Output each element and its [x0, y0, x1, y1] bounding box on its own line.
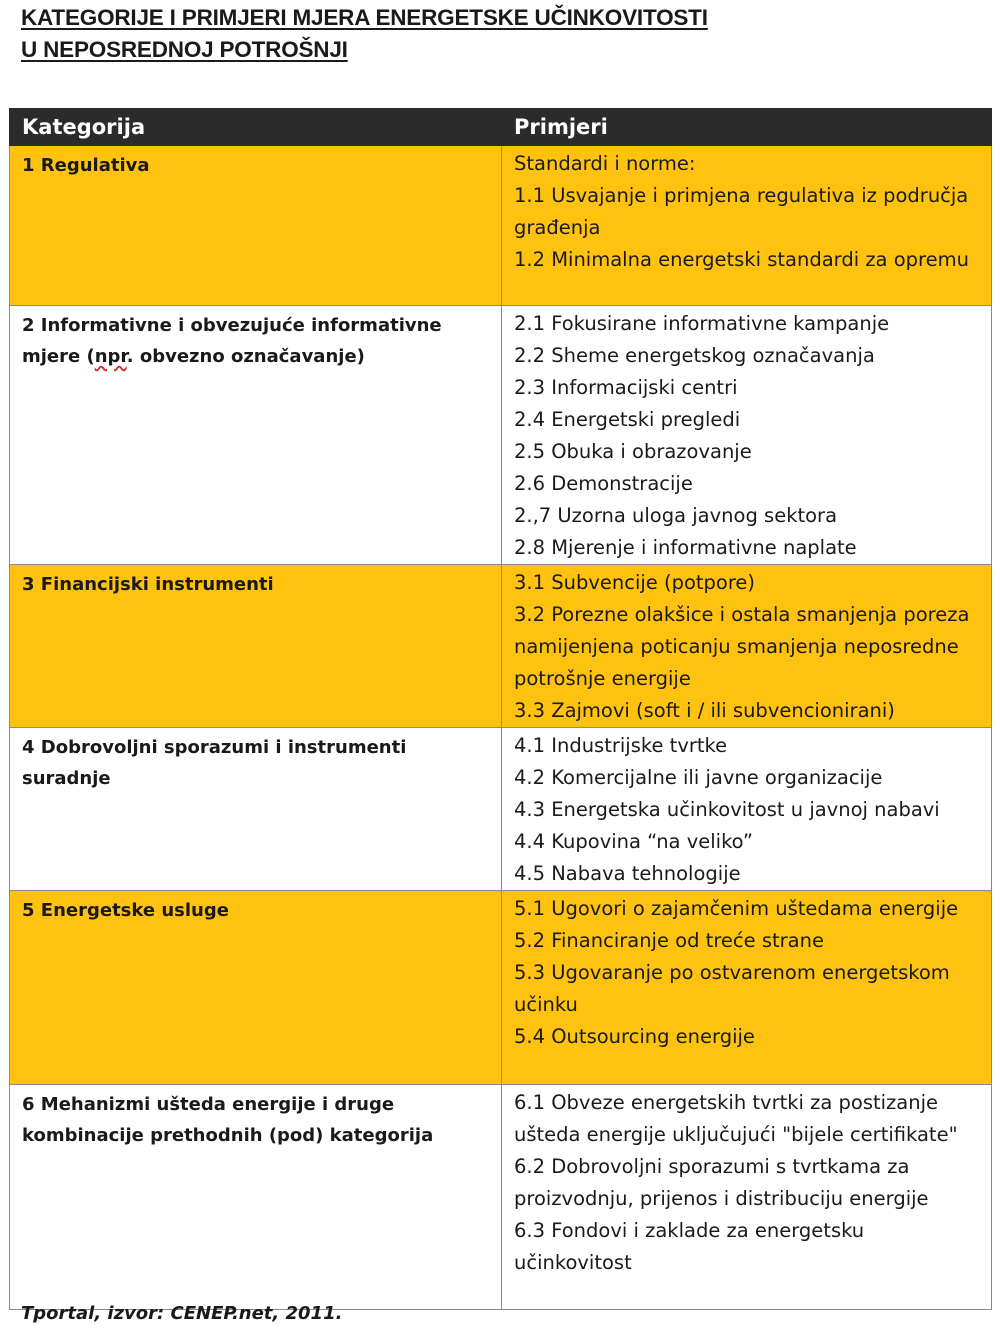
header-kategorija: Kategorija	[10, 109, 502, 146]
category-cell	[10, 306, 502, 565]
header-primjeri: Primjeri	[502, 109, 992, 146]
title-line-2: U NEPOSREDNOJ POTROŠNJI	[21, 37, 348, 62]
title-line-1: KATEGORIJE I PRIMJERI MJERA ENERGETSKE UČINKOVITOSTI	[21, 5, 708, 30]
table-row	[10, 1085, 992, 1310]
example-item: 4.2 Komercijalne ili javne organizacije	[514, 766, 883, 789]
category-cell: 5 Energetske usluge	[10, 891, 502, 1085]
example-item: 5.4 Outsourcing energije	[514, 1025, 755, 1048]
table-row	[10, 565, 992, 728]
example-item: 2.5 Obuka i obrazovanje	[514, 440, 752, 463]
example-item: 6.3 Fondovi i zaklade za energetsku učinkovitost	[514, 1219, 865, 1274]
category-cell: 6 Mehanizmi ušteda energije i druge kombinacije prethodnih (pod) kategorija	[10, 1085, 502, 1310]
example-item: 4.5 Nabava tehnologije	[514, 862, 741, 885]
table-row	[10, 891, 992, 1085]
example-item: 2.,7 Uzorna uloga javnog sektora	[514, 504, 838, 527]
example-item: 2.3 Informacijski centri	[514, 376, 738, 399]
category-cell: 1 Regulativa	[10, 146, 502, 306]
category-cell: 3 Financijski instrumenti	[10, 565, 502, 728]
example-item: 5.2 Financiranje od treće strane	[514, 929, 824, 952]
example-item: 2.8 Mjerenje i informativne naplate	[514, 536, 857, 559]
examples-cell	[502, 146, 992, 306]
examples-cell	[502, 728, 992, 891]
example-item: 3.2 Porezne olakšice i ostala smanjenja poreza namijenjena poticanju smanjenja neposredne potrošnje energije	[514, 603, 970, 690]
example-item: 4.1 Industrijske tvrtke	[514, 734, 728, 757]
example-item: 1.1 Usvajanje i primjena regulativa iz područja građenja	[514, 184, 969, 239]
example-item: Standardi i norme:	[514, 152, 696, 175]
example-item: 3.3 Zajmovi (soft i / ili subvencionirani)	[514, 699, 895, 722]
source-caption: Tportal, izvor: CENEP.net, 2011.	[21, 1303, 343, 1324]
category-text-part: 2 Informativne i obvezujuće informativne mjere (	[22, 315, 442, 367]
examples-cell	[502, 306, 992, 565]
example-item: 2.2 Sheme energetskog označavanja	[514, 344, 875, 367]
category-text-part: . obvezno označavanje)	[126, 346, 365, 367]
table-header-row	[10, 109, 992, 146]
page-title	[21, 2, 981, 66]
table-row	[10, 146, 992, 306]
example-item: 2.4 Energetski pregledi	[514, 408, 741, 431]
example-item: 5.3 Ugovaranje po ostvarenom energetskom učinku	[514, 961, 950, 1016]
example-item: 6.1 Obveze energetskih tvrtki za postizanje ušteda energije uključujući "bijele certifikate"	[514, 1091, 958, 1146]
example-item: 6.2 Dobrovoljni sporazumi s tvrtkama za proizvodnju, prijenos i distribuciju energije	[514, 1155, 929, 1210]
measures-table	[9, 108, 992, 1310]
examples-cell	[502, 565, 992, 728]
example-item: 5.1 Ugovori o zajamčenim uštedama energije	[514, 897, 959, 920]
spellcheck-underlined-word: npr	[94, 346, 127, 367]
table-row	[10, 728, 992, 891]
example-item: 2.6 Demonstracije	[514, 472, 693, 495]
example-item: 3.1 Subvencije (potpore)	[514, 571, 756, 594]
example-item: 1.2 Minimalna energetski standardi za opremu	[514, 248, 969, 271]
example-item: 2.1 Fokusirane informativne kampanje	[514, 312, 890, 335]
table-row	[10, 306, 992, 565]
example-item: 4.3 Energetska učinkovitost u javnoj nabavi	[514, 798, 940, 821]
example-item: 4.4 Kupovina “na veliko”	[514, 830, 754, 853]
examples-cell	[502, 1085, 992, 1310]
category-cell: 4 Dobrovoljni sporazumi i instrumenti suradnje	[10, 728, 502, 891]
examples-cell	[502, 891, 992, 1085]
